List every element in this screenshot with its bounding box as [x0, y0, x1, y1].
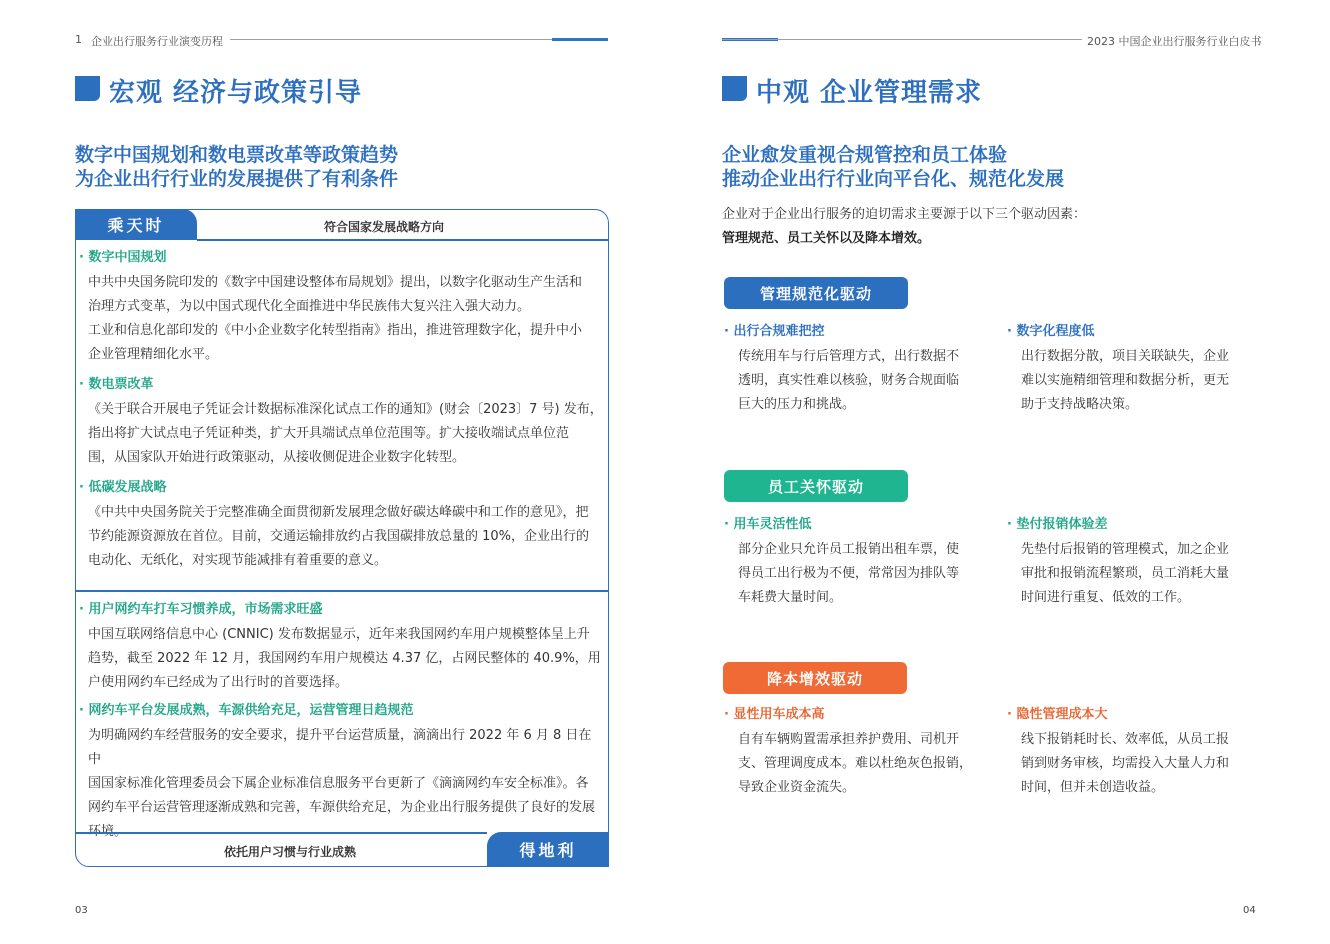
driver-line: 时间进行重复、低效的工作。 [1021, 590, 1191, 605]
page-title: 宏观 经济与政策引导 [109, 78, 363, 108]
frame-divider [75, 590, 609, 592]
item-head: · 用户网约车打车习惯养成，市场需求旺盛 [79, 602, 323, 617]
bottom-tab-rule [75, 832, 487, 834]
title-square-icon [722, 76, 747, 101]
pill-employee-care: 员工关怀驱动 [724, 470, 908, 502]
item-line: 电动化、无纸化，对实现节能减排有着重要的意义。 [88, 553, 388, 568]
driver-head: · 数字化程度低 [1007, 324, 1095, 339]
item-e-invoice [79, 374, 604, 470]
item-digital-china [79, 247, 604, 367]
bottom-tab-text: 依托用户习惯与行业成熟 [224, 845, 357, 859]
item-line: 节约能源资源放在首位。目前，交通运输排放约占我国碳排放总量的 10%，企业出行的 [88, 529, 590, 544]
driver-line: 先垫付后报销的管理模式，加之企业 [1021, 542, 1230, 557]
driver-line: 出行数据分散，项目关联缺失，企业 [1021, 349, 1230, 364]
header-chapter-title: 企业出行服务行业演变历程 [91, 35, 223, 48]
item-line: 户使用网约车已经成为了出行时的首要选择。 [88, 675, 349, 690]
driver-line: 导致企业资金流失。 [738, 780, 856, 795]
item-line: 《关于联合开展电子凭证会计数据标准深化试点工作的通知》(财会〔2023〕7 号) 发布， [88, 402, 603, 417]
header-rule [722, 39, 1082, 40]
item-line: 企业管理精细化水平。 [88, 347, 219, 362]
item-low-carbon [79, 477, 604, 573]
subtitle-line-1: 企业愈发重视合规管控和员工体验 [722, 144, 1008, 166]
driver-line: 线下报销耗时长、效率低，从员工报 [1021, 732, 1230, 747]
driver-line: 难以实施精细管理和数据分析，更无 [1021, 373, 1230, 388]
item-line: 工业和信息化部印发的《中小企业数字化转型指南》指出，推进管理数字化，提升中小 [88, 323, 583, 338]
driver-head: · 垫付报销体验差 [1007, 517, 1108, 532]
item-line: 中共中央国务院印发的《数字中国建设整体布局规划》提出，以数字化驱动生产生活和 [88, 275, 583, 290]
item-line: 趋势，截至 2022 年 12 月，我国网约车用户规模达 4.37 亿，占网民整体的 40.9%，用 [88, 651, 601, 666]
driver-item [724, 704, 984, 800]
subtitle-line-2: 推动企业出行行业向平台化、规范化发展 [722, 168, 1065, 190]
item-head: · 数电票改革 [79, 377, 154, 392]
item-line: 国国家标准化管理委员会下属企业标准信息服务平台更新了《滴滴网约车安全标准》。各 [88, 776, 589, 791]
driver-line: 助于支持战略决策。 [1021, 397, 1139, 412]
driver-line: 审批和报销流程繁琐，员工消耗大量 [1021, 566, 1230, 581]
intro-line-2: 管理规范、员工关怀以及降本增效。 [722, 231, 931, 246]
upper-items [79, 247, 604, 573]
page-number: 03 [75, 905, 88, 916]
driver-line: 支、管理调度成本。难以杜绝灰色报销， [738, 756, 973, 771]
pill-cost-efficiency: 降本增效驱动 [723, 662, 907, 694]
top-tab-rule [197, 239, 609, 241]
page-title: 中观 企业管理需求 [756, 78, 983, 108]
pill-management: 管理规范化驱动 [724, 277, 908, 309]
top-tab-label: 乘天时 [75, 209, 197, 240]
driver-item [1007, 514, 1267, 610]
driver-line: 透明，真实性难以核验，财务合规面临 [738, 373, 960, 388]
driver-item [724, 321, 984, 417]
title-square-icon [75, 76, 100, 101]
item-line: 治理方式变革，为以中国式现代化全面推进中华民族伟大复兴注入强大动力。 [88, 299, 531, 314]
item-line: 《中共中央国务院关于完整准确全面贯彻新发展理念做好碳达峰碳中和工作的意见》，把 [88, 505, 589, 520]
driver-line: 自有车辆购置需承担养护费用、司机开 [738, 732, 960, 747]
driver-head: · 出行合规难把控 [724, 324, 825, 339]
intro-line-1: 企业对于企业出行服务的迫切需求主要源于以下三个驱动因素： [722, 207, 1087, 222]
driver-line: 得员工出行极为不便，常常因为排队等 [738, 566, 960, 581]
driver-line: 时间，但并未创造收益。 [1021, 780, 1165, 795]
item-line: 中国互联网络信息中心 (CNNIC) 发布数据显示，近年来我国网约车用户规模整体呈上升 [88, 627, 590, 642]
item-line: 指出将扩大试点电子凭证种类，扩大开具端试点单位范围等。扩大接收端试点单位范 [88, 426, 570, 441]
lower-items [79, 599, 604, 844]
item-head: · 数字中国规划 [79, 250, 167, 265]
driver-line: 传统用车与行后管理方式，出行数据不 [738, 349, 960, 364]
item-ride-hailing-habit [79, 599, 604, 695]
item-line: 为明确网约车经营服务的安全要求，提升平台运营质量，滴滴出行 2022 年 6 月 8 日在中 [88, 728, 592, 767]
item-head: · 低碳发展战略 [79, 480, 167, 495]
subtitle-line-1: 数字中国规划和数电票改革等政策趋势 [75, 144, 399, 166]
header-doc-title: 2023 中国企业出行服务行业白皮书 [1087, 35, 1262, 48]
driver-line: 车耗费大量时间。 [738, 590, 843, 605]
item-line: 围，从国家队开始进行政策驱动，从接收侧促进企业数字化转型。 [88, 450, 466, 465]
driver-item [1007, 321, 1267, 417]
driver-line: 销到财务审核，均需投入大量人力和 [1021, 756, 1230, 771]
driver-head: · 隐性管理成本大 [1007, 707, 1108, 722]
page-number: 04 [1243, 905, 1256, 916]
driver-item [1007, 704, 1267, 800]
header-accent [552, 38, 608, 41]
driver-line: 巨大的压力和挑战。 [738, 397, 856, 412]
item-platform-mature [79, 700, 604, 844]
header-chapter-number: 1 [75, 33, 82, 46]
item-line: 网约车平台运营管理逐渐成熟和完善，车源供给充足，为企业出行服务提供了良好的发展 [88, 800, 596, 815]
item-head: · 网约车平台发展成熟，车源供给充足，运营管理日趋规范 [79, 703, 414, 718]
driver-head: · 显性用车成本高 [724, 707, 825, 722]
subtitle-line-2: 为企业出行行业的发展提供了有利条件 [75, 168, 399, 190]
driver-line: 部分企业只允许员工报销出租车票，使 [738, 542, 960, 557]
bottom-tab-label: 得地利 [487, 832, 609, 867]
driver-head: · 用车灵活性低 [724, 517, 812, 532]
top-tab-text: 符合国家发展战略方向 [324, 220, 445, 234]
driver-item [724, 514, 984, 610]
